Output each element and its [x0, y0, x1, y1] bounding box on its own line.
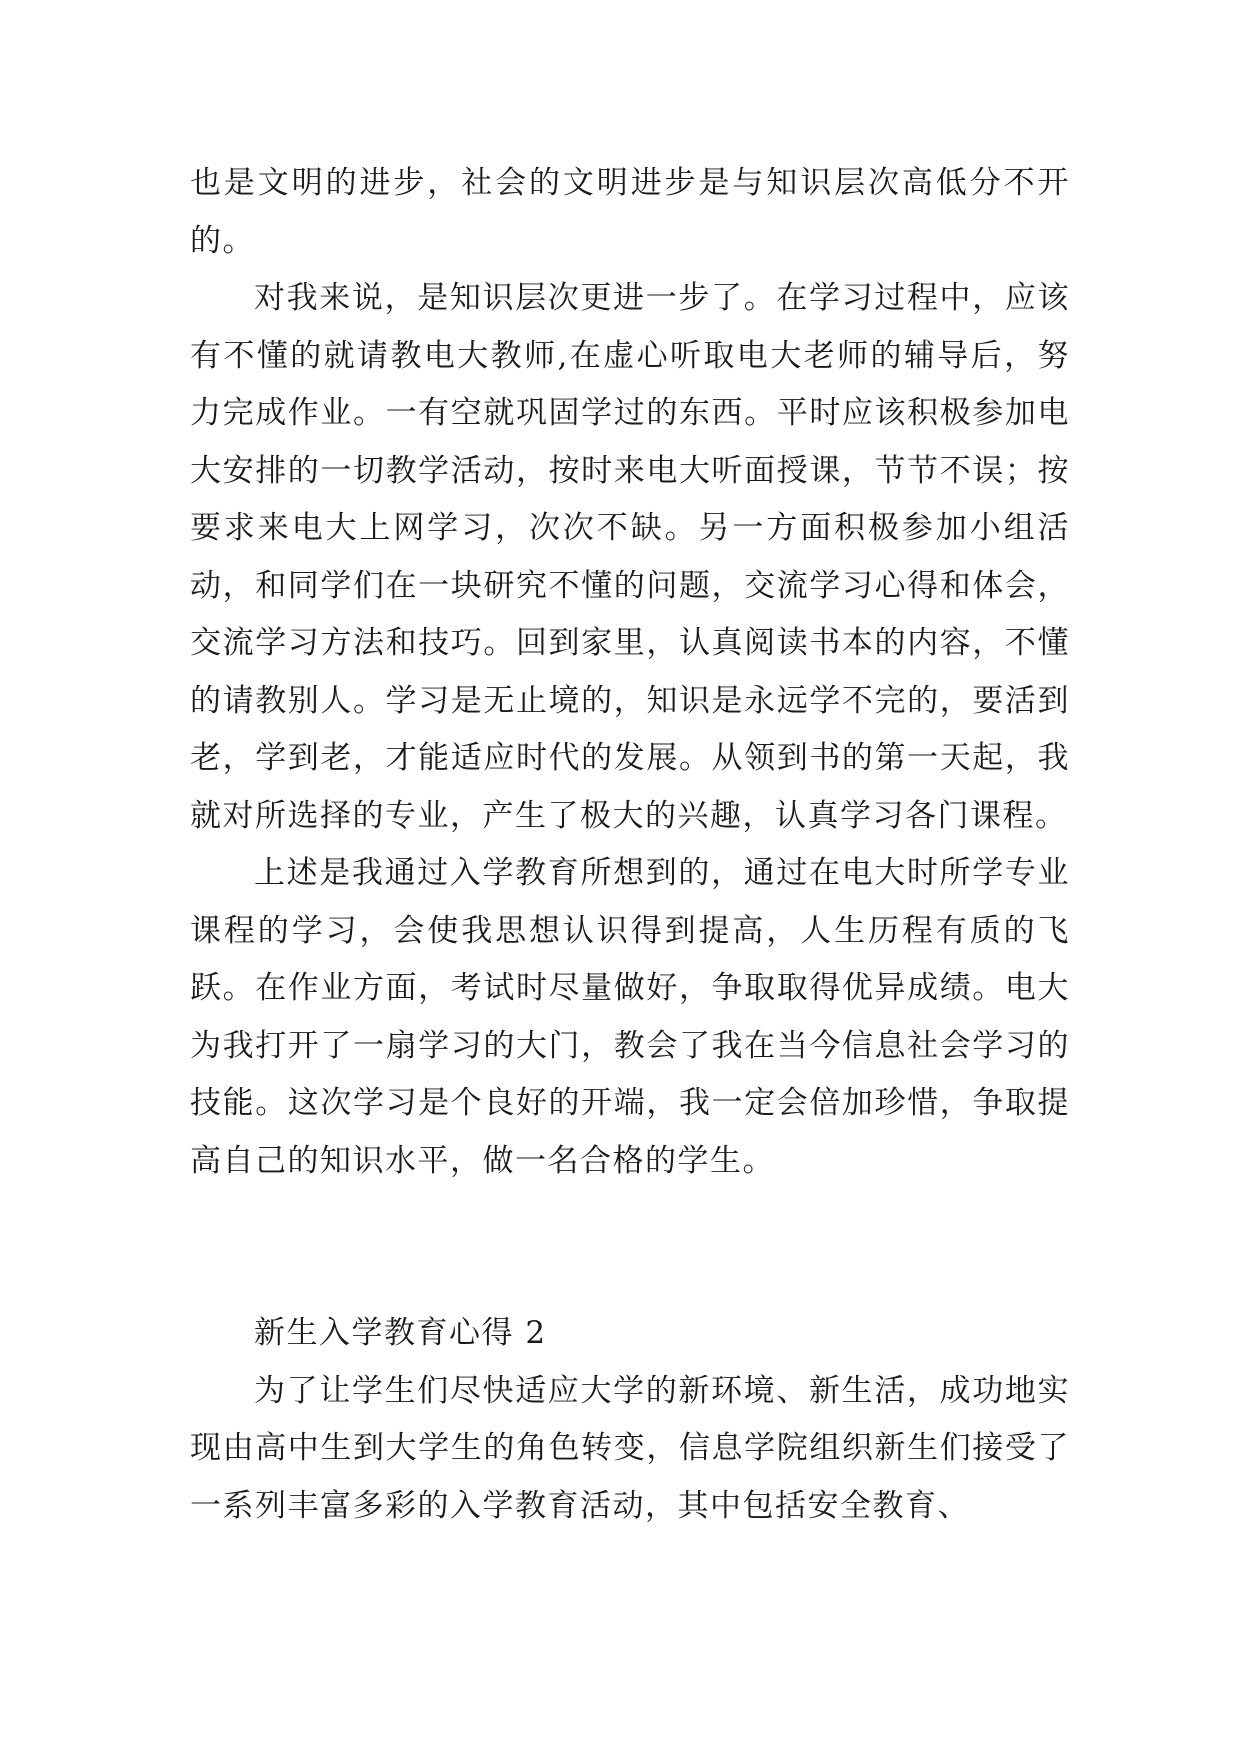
body-text-section-1	[190, 155, 1070, 1190]
paragraph-orientation: 为了让学生们尽快适应大学的新环境、新生活，成功地实现由高中生到大学生的角色转变，信息学院组织新生们接受了一系列丰富多彩的入学教育活动，其中包括安全教育、	[190, 1372, 1070, 1524]
paragraph-continuation: 也是文明的进步，社会的文明进步是与知识层次高低分不开的。	[190, 165, 1070, 259]
section-heading: 新生入学教育心得 2	[254, 1315, 547, 1351]
paragraph-summary: 上述是我通过入学教育所想到的，通过在电大时所学专业课程的学习，会使我思想认识得到提高，人生历程有质的飞跃。在作业方面，考试时尽量做好，争取取得优异成绩。电大为我打开了一扇学习的大门，教会了我在当今信息社会学习的技能。这次学习是个良好的开端，我一定会倍加珍惜，争取提高自己的知识水平，做一名合格的学生。	[190, 855, 1070, 1179]
body-text-section-2	[190, 1305, 1070, 1535]
paragraph-study-process: 对我来说，是知识层次更进一步了。在学习过程中，应该有不懂的就请教电大教师,在虚心听取电大老师的辅导后，努力完成作业。一有空就巩固学过的东西。平时应该积极参加电大安排的一切教学活动，按时来电大听面授课，节节不误；按要求来电大上网学习，次次不缺。另一方面积极参加小组活动，和同学们在一块研究不懂的问题，交流学习心得和体会，交流学习方法和技巧。回到家里，认真阅读书本的内容，不懂的请教别人。学习是无止境的，知识是永远学不完的，要活到老，学到老，才能适应时代的发展。从领到书的第一天起，我就对所选择的专业，产生了极大的兴趣，认真学习各门课程。	[190, 280, 1070, 834]
